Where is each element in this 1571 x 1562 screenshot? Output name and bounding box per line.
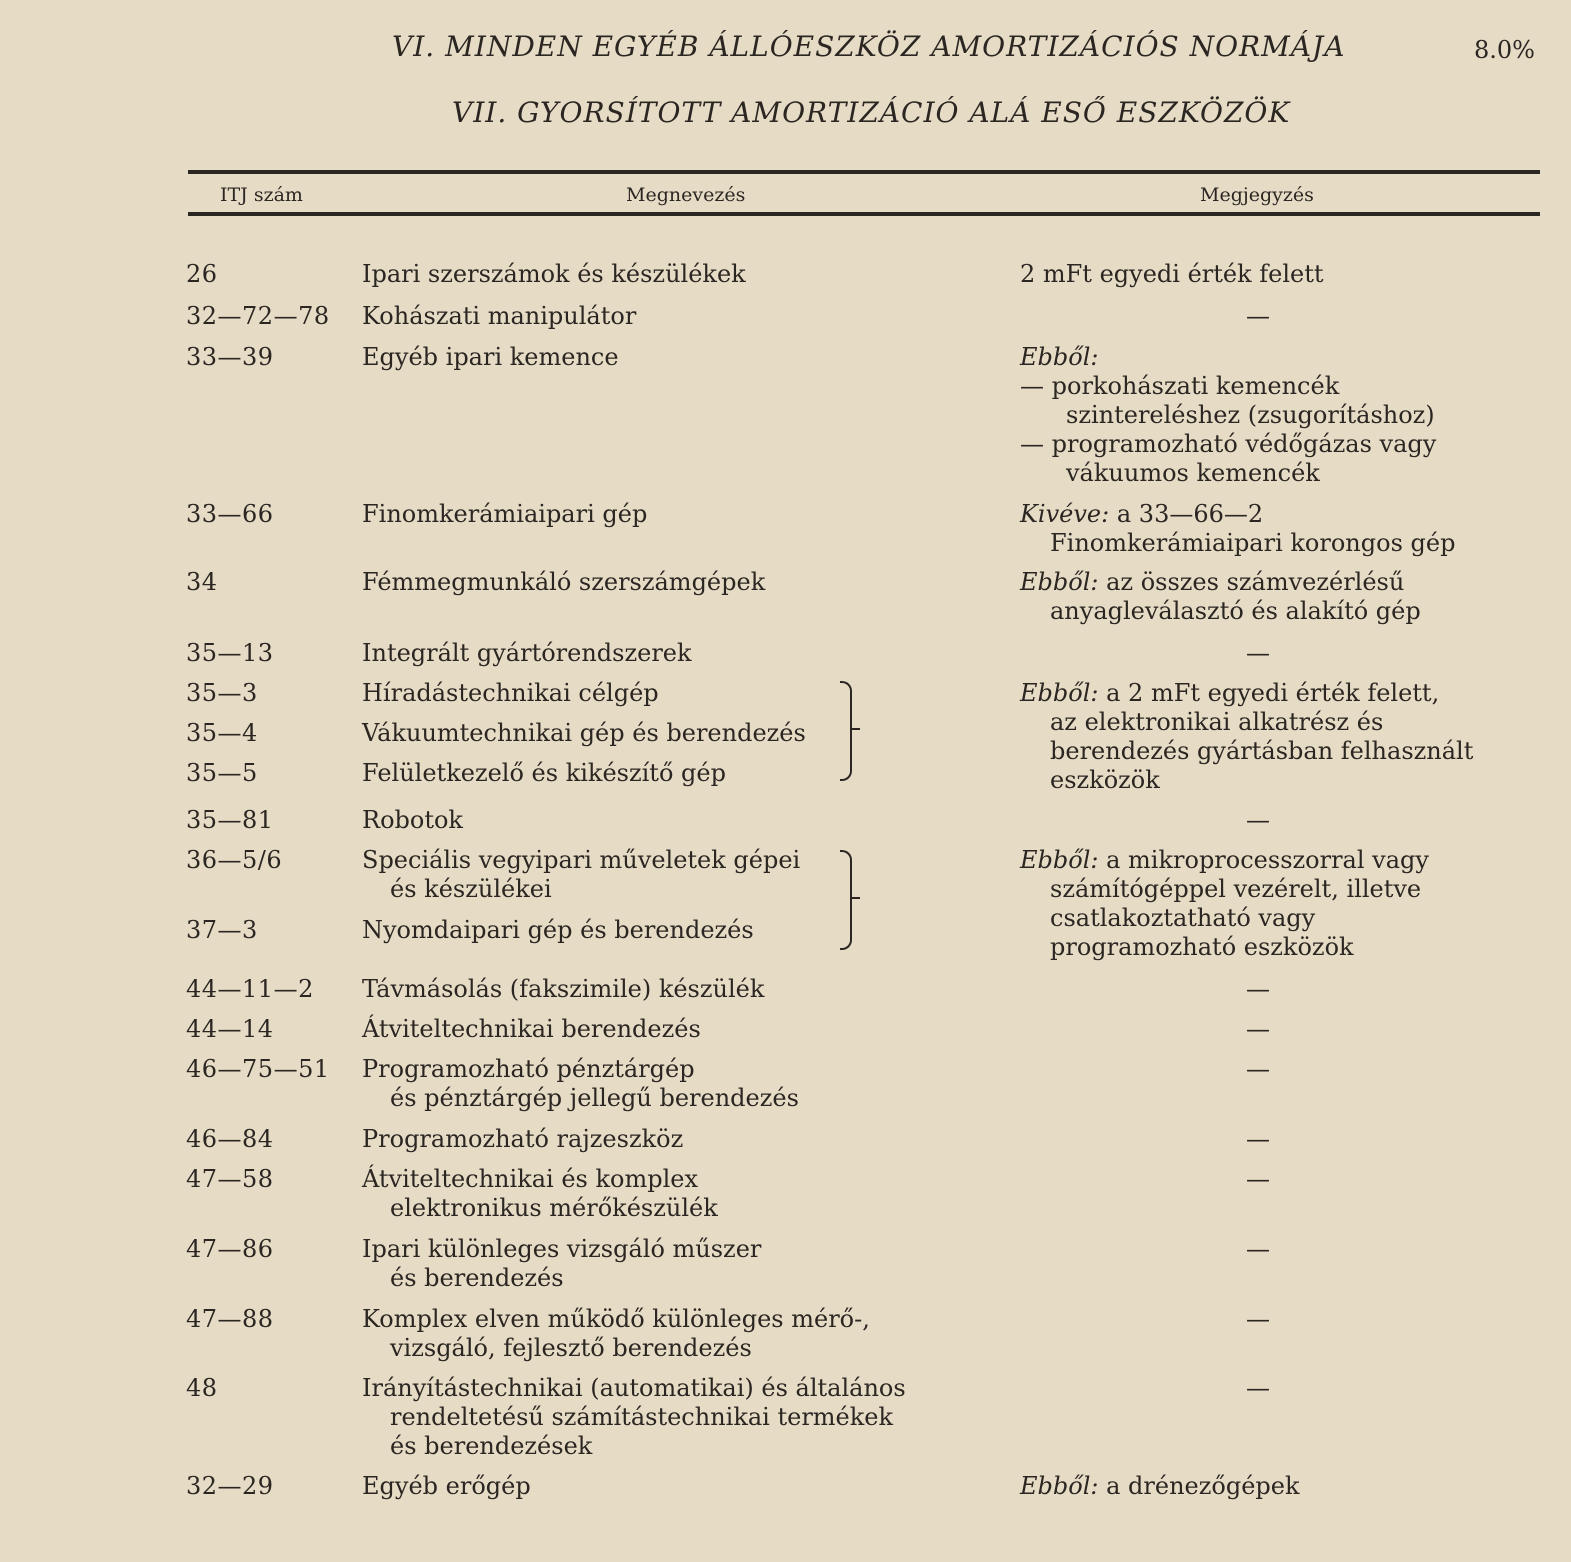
- item-name: Integrált gyártórendszerek: [362, 639, 692, 667]
- group-brace-tip: [852, 897, 860, 899]
- item-name: Komplex elven működő különleges mérő-, vizsgáló, fejlesztő berendezés: [362, 1305, 870, 1362]
- item-name: Programozható pénztárgép és pénztárgép jellegű berendezés: [362, 1055, 799, 1112]
- item-note-dash: —: [1246, 639, 1270, 667]
- itj-code: 46—75—51: [186, 1055, 330, 1083]
- section6-rate: 8.0%: [1474, 36, 1535, 64]
- item-note: 2 mFt egyedi érték felett: [1020, 260, 1324, 288]
- itj-code: 32—29: [186, 1472, 274, 1500]
- itj-code: 48: [186, 1374, 218, 1402]
- item-note-dash: —: [1246, 975, 1270, 1003]
- item-note-dash: —: [1246, 1015, 1270, 1043]
- item-note: Kivéve: a 33—66—2 Finomkerámiaipari korongos gép: [1020, 500, 1456, 557]
- item-name: Kohászati manipulátor: [362, 302, 637, 330]
- group-note: Ebből: a mikroprocesszorral vagy számítógéppel vezérelt, illetve csatlakoztatható vagy programozható eszközök: [1020, 846, 1429, 961]
- itj-code: 35—81: [186, 806, 274, 834]
- item-name: Távmásolás (fakszimile) készülék: [362, 975, 765, 1003]
- item-note-dash: —: [1246, 302, 1270, 330]
- item-name: Híradástechnikai célgép: [362, 679, 659, 707]
- item-note: Ebből: a drénezőgépek: [1020, 1472, 1300, 1500]
- item-name: Egyéb ipari kemence: [362, 343, 619, 371]
- item-name: Ipari szerszámok és készülékek: [362, 260, 746, 288]
- section7-title: VII. GYORSÍTOTT AMORTIZÁCIÓ ALÁ ESŐ ESZKÖZÖK: [452, 96, 1291, 129]
- itj-code: 46—84: [186, 1125, 274, 1153]
- column-header-name: Megnevezés: [626, 184, 746, 206]
- itj-code: 35—5: [186, 759, 258, 787]
- group-brace: [840, 850, 852, 950]
- itj-code: 26: [186, 260, 218, 288]
- group-brace-tip: [852, 728, 860, 730]
- itj-code: 47—88: [186, 1305, 274, 1333]
- item-name: Robotok: [362, 806, 463, 834]
- item-note-dash: —: [1246, 1125, 1270, 1153]
- item-name: Átviteltechnikai és komplex elektronikus mérőkészülék: [362, 1165, 718, 1222]
- itj-code: 34: [186, 568, 218, 596]
- item-note-dash: —: [1246, 1235, 1270, 1263]
- column-header-code: ITJ szám: [220, 184, 303, 206]
- item-note-dash: —: [1246, 1165, 1270, 1193]
- itj-code: 44—11—2: [186, 975, 314, 1003]
- item-name: Egyéb erőgép: [362, 1472, 531, 1500]
- item-note: Ebből: az összes számvezérlésű anyagleválasztó és alakító gép: [1020, 568, 1421, 625]
- group-note: Ebből: a 2 mFt egyedi érték felett, az elektronikai alkatrész és berendezés gyártásban felhasznált eszközök: [1020, 679, 1474, 794]
- item-note-dash: —: [1246, 1055, 1270, 1083]
- column-header-note: Megjegyzés: [1200, 184, 1314, 206]
- itj-code: 36—5/6: [186, 846, 283, 874]
- group-brace: [840, 681, 852, 781]
- itj-code: 35—13: [186, 639, 274, 667]
- item-name: Fémmegmunkáló szerszámgépek: [362, 568, 766, 596]
- item-name: Programozható rajzeszköz: [362, 1125, 684, 1153]
- itj-code: 35—4: [186, 719, 258, 747]
- item-name: Felületkezelő és kikészítő gép: [362, 759, 726, 787]
- item-name: Ipari különleges vizsgáló műszer és berendezés: [362, 1235, 762, 1292]
- itj-code: 44—14: [186, 1015, 274, 1043]
- itj-code: 33—39: [186, 343, 274, 371]
- itj-code: 33—66: [186, 500, 274, 528]
- item-name: Finomkerámiaipari gép: [362, 500, 648, 528]
- table-top-rule: [188, 170, 1540, 174]
- section6-title: VI. MINDEN EGYÉB ÁLLÓESZKÖZ AMORTIZÁCIÓS NORMÁJA: [392, 30, 1346, 63]
- item-name: Speciális vegyipari műveletek gépei és készülékei: [362, 846, 801, 903]
- item-name: Nyomdaipari gép és berendezés: [362, 916, 754, 944]
- itj-code: 32—72—78: [186, 302, 330, 330]
- item-name: Vákuumtechnikai gép és berendezés: [362, 719, 806, 747]
- itj-code: 47—58: [186, 1165, 274, 1193]
- item-name: Átviteltechnikai berendezés: [362, 1015, 701, 1043]
- item-note: Ebből: — porkohászati kemencék szintereléshez (zsugorításhoz) — programozható védőgázas vagy vákuumos kemencék: [1020, 343, 1437, 487]
- item-note-dash: —: [1246, 806, 1270, 834]
- table-header-rule: [188, 212, 1540, 216]
- itj-code: 37—3: [186, 916, 258, 944]
- itj-code: 47—86: [186, 1235, 274, 1263]
- item-note-dash: —: [1246, 1305, 1270, 1333]
- itj-code: 35—3: [186, 679, 258, 707]
- item-name: Irányítástechnikai (automatikai) és általános rendeltetésű számítástechnikai termékek és berendezések: [362, 1374, 906, 1460]
- item-note-dash: —: [1246, 1374, 1270, 1402]
